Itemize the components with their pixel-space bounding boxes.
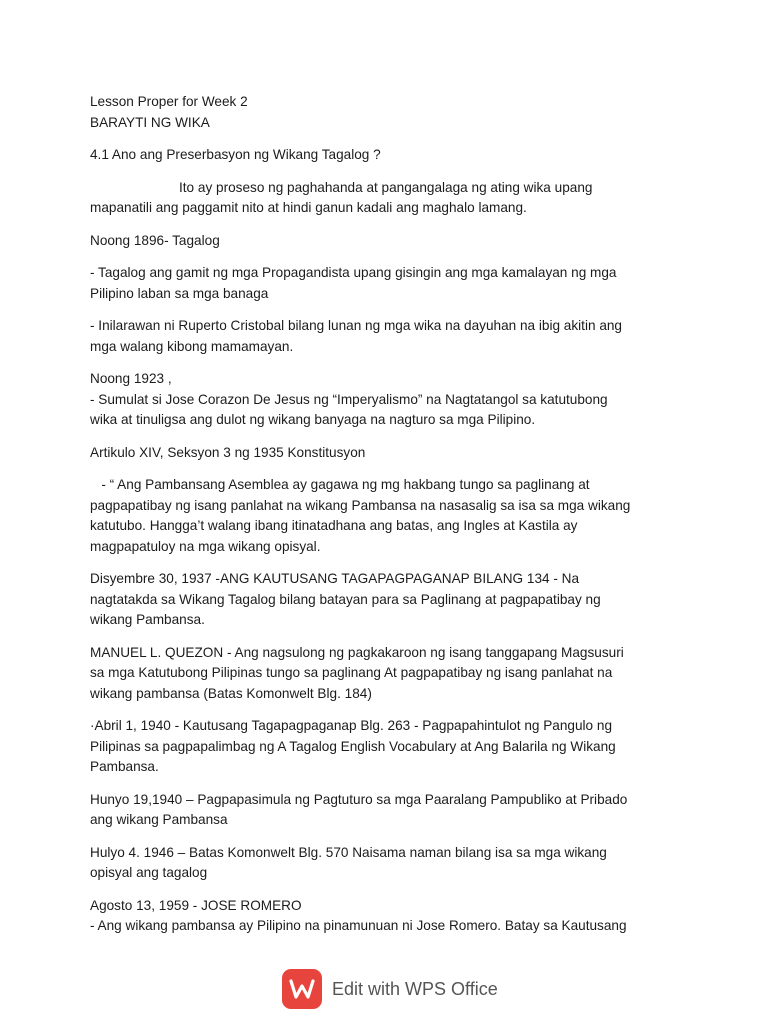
- august-1959: Agosto 13, 1959 - JOSE ROMERO - Ang wikang pambansa ay Pilipino na pinamunuan ni Jose Romero. Batay sa Kautusang: [90, 897, 627, 933]
- article-heading: Artikulo XIV, Seksyon 3 ng 1935 Konstitusyon: [90, 444, 366, 460]
- april-1940: ·Abril 1, 1940 - Kautusang Tagapagpaganap Blg. 263 - Pagpapahintulot ng Pangulo ng Pilipinas sa pagpapalimbag ng A Tagalog English Vocabulary at Ang Balarila ng Wikang Pambansa.: [90, 718, 616, 774]
- topic-title: BARAYTI NG WIKA: [90, 114, 210, 130]
- bullet-1: - Tagalog ang gamit ng mga Propagandista upang gisingin ang mga kamalayan ng mga Pilipino laban sa mga banaga: [90, 265, 617, 301]
- document-page: [90, 92, 680, 949]
- year-1896: Noong 1896- Tagalog: [90, 232, 220, 248]
- wps-edit-banner[interactable]: [282, 968, 498, 1010]
- lesson-title: Lesson Proper for Week 2: [90, 94, 248, 109]
- july-1946: Hulyo 4. 1946 – Batas Komonwelt Blg. 570 Naisama naman bilang isa sa mga wikang opisyal ang tagalog: [90, 844, 607, 880]
- december-1937: Disyembre 30, 1937 -ANG KAUTUSANG TAGAPAGPAGANAP BILANG 134 - Na nagtatakda sa Wikang Tagalog bilang batayan para sa Paglinang at pagpapatibay ng wikang Pambansa.: [90, 571, 601, 627]
- bullet-2: - Inilarawan ni Ruperto Cristobal bilang lunan ng mga wika na dayuhan na ibig akitin ang mga walang kibong mamamayan.: [90, 318, 622, 354]
- year-1923: Noong 1923 , - Sumulat si Jose Corazon De Jesus ng “Imperyalismo” na Nagtatangol sa katutubong wika at tinuligsa ang dulot ng wikang banyaga na nagturo sa mga Pilipino.: [90, 371, 608, 427]
- article-text: - “ Ang Pambansang Asemblea ay gagawa ng mg hakbang tungo sa paglinang at pagpapatibay ng isang panlahat na wikang Pambansa na nasasalig sa isa sa mga wikang katutubo. Hangga’t walang ibang itinatadhana ang batas, ang Ingles at Kastila ay magpapatuloy na mga wikang opisyal.: [90, 477, 631, 554]
- wps-logo-icon: [282, 969, 322, 1009]
- wps-edit-label[interactable]: Edit with WPS Office: [332, 978, 498, 999]
- june-1940: Hunyo 19,1940 – Pagpapasimula ng Pagtuturo sa mga Paaralang Pampubliko at Pribado ang wikang Pambansa: [90, 791, 628, 827]
- definition-paragraph: Ito ay proseso ng paghahanda at pangangalaga ng ating wika upang mapanatili ang paggamit nito at hindi ganun kadali ang maghalo lamang.: [90, 179, 593, 215]
- quezon-paragraph: MANUEL L. QUEZON - Ang nagsulong ng pagkakaroon ng isang tanggapang Magsusuri sa mga Katutubong Pilipinas tungo sa paglinang At pagpapatibay ng isang panlahat na wikang pambansa (Batas Komonwelt Blg. 184): [90, 644, 624, 701]
- section-heading: 4.1 Ano ang Preserbasyon ng Wikang Tagalog ?: [90, 147, 381, 162]
- header: [90, 92, 680, 133]
